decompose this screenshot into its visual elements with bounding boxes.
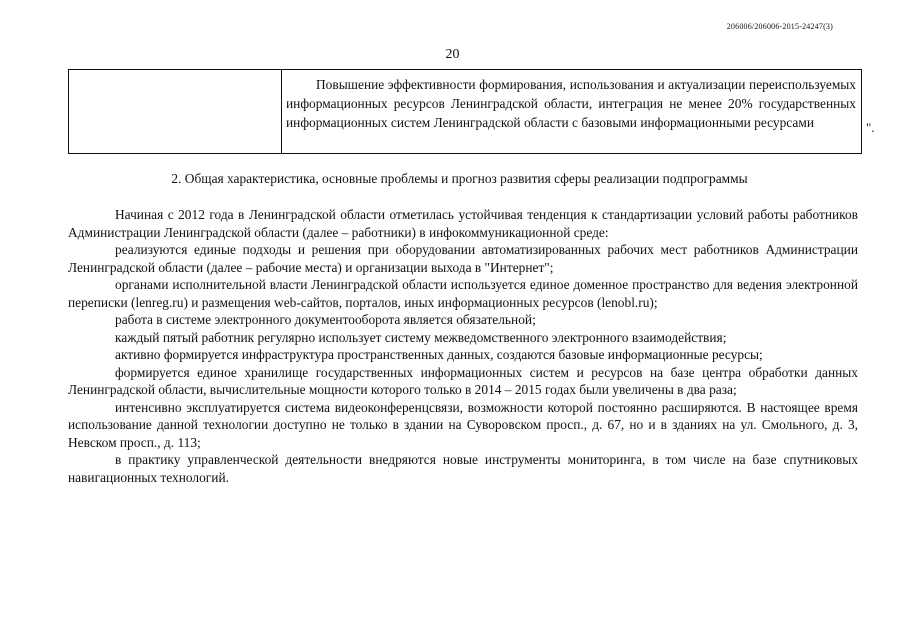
table-column-divider <box>281 70 282 153</box>
section-heading: 2. Общая характеристика, основные проблемы и прогноз развития сферы реализации подпрограммы <box>171 171 748 186</box>
paragraph: формируется единое хранилище государственных информационных систем и ресурсов на базе центра обработки данных Ленинградской области, вычислительные мощности которого только в 2014 – 2015 годах были увеличены в два раза; <box>68 364 858 397</box>
paragraph: Начиная с 2012 года в Ленинградской области отметилась устойчивая тенденция к стандартизации условий работы работников Администрации Ленинградской области (далее – работники) в инфокоммуникационной среде: <box>68 207 858 240</box>
document-id: 206006/206006-2015-24247(3) <box>726 22 833 31</box>
paragraph: реализуются единые подходы и решения при оборудовании автоматизированных рабочих мест работников Администрации Ленинградской области (далее – рабочие места) и организации выхода в "Интернет"; <box>68 242 858 275</box>
paragraph: органами исполнительной власти Ленинградской области используется единое доменное пространство для ведения электронной переписки (lenreg.ru) и размещения web-сайтов, порталов, иных информационных ресурсов (lenobl.ru); <box>68 277 858 310</box>
paragraph: интенсивно эксплуатируется система видеоконференцсвязи, возможности которой постоянно расширяются. В настоящее время использование данной технологии доступно не только в здании на Суворовском просп., д. 67, но и в зданиях на ул. Смольного, д. 3, Невском просп., д. 113; <box>68 399 858 450</box>
paragraph: в практику управленческой деятельности внедряются новые инструменты мониторинга, в том числе на базе спутниковых навигационных технологий. <box>68 452 858 485</box>
paragraph: каждый пятый работник регулярно использует систему межведомственного электронного взаимодействия; <box>115 329 727 345</box>
closing-quote-mark: ". <box>866 120 875 135</box>
table-cell <box>286 75 856 133</box>
paragraph: активно формируется инфраструктура пространственных данных, создаются базовые информационные ресурсы; <box>115 347 763 362</box>
continuation-table <box>68 69 862 154</box>
page-number: 20 <box>445 47 460 62</box>
table-cell-text: Повышение эффективности формирования, использования и актуализации переиспользуемых информационных ресурсов Ленинградской области, интеграция не менее 20% государственных информационных систем Ленинградской области с базовыми информационными ресурсами <box>286 77 856 131</box>
paragraph: работа в системе электронного документооборота является обязательной; <box>115 312 536 327</box>
body-text <box>68 206 858 486</box>
